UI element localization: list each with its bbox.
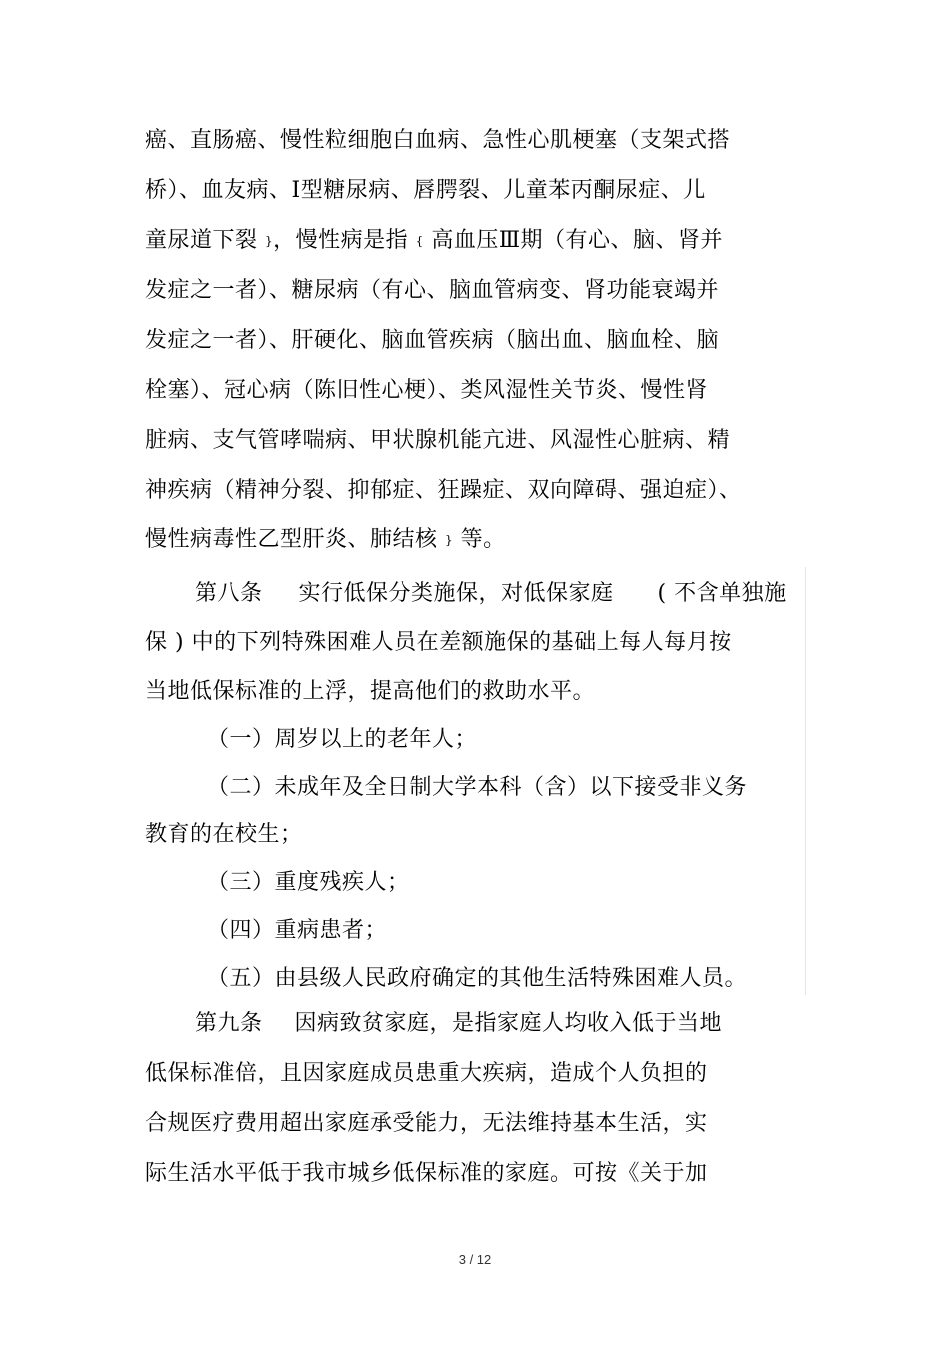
text-line: 发症之一者）、肝硬化、脑血管疾病（脑出血、脑血栓、脑 — [145, 328, 720, 353]
text-line: 当地低保标准的上浮，提高他们的救助水平。 — [145, 679, 596, 704]
list-item: （五）由县级人民政府确定的其他生活特殊困难人员。 — [207, 966, 748, 991]
text-line: 脏病、支气管哮喘病、甲状腺机能亢进、风湿性心脏病、精 — [145, 428, 731, 453]
text-segment: ( 不含单独施 — [657, 581, 787, 606]
text-line: 桥）、血友病、Ⅰ型糖尿病、唇腭裂、儿童苯丙酮尿症、儿 — [145, 178, 706, 203]
text-segment: 高血压Ⅲ期（有心、脑、肾并 — [431, 228, 724, 253]
closing-brace: } — [445, 533, 454, 547]
text-line: 保 ) 中的下列特殊困难人员在差额施保的基础上每人每月按 — [145, 630, 732, 655]
article-8-line-1 — [195, 579, 787, 609]
text-line: 发症之一者）、糖尿病（有心、脑血管病变、肾功能衰竭并 — [145, 278, 720, 303]
list-item: （二）未成年及全日制大学本科（含）以下接受非义务 — [207, 775, 748, 800]
text-line: 合规医疗费用超出家庭承受能力，无法维持基本生活，实 — [145, 1111, 708, 1136]
article-8-heading: 第八条 — [195, 581, 263, 606]
text-segment: ，慢性病是指 — [273, 228, 409, 253]
closing-brace: } — [265, 234, 274, 248]
text-segment: 等。 — [460, 527, 506, 552]
page-number: 3 / 12 — [458, 1252, 492, 1267]
text-line — [145, 525, 506, 555]
text-line: 低保标准倍，且因家庭成员患重大疾病，造成个人负担的 — [145, 1061, 708, 1086]
text-line: 际生活水平低于我市城乡低保标准的家庭。可按《关于加 — [145, 1161, 708, 1186]
list-item-continuation: 教育的在校生； — [145, 822, 303, 847]
text-segment: 慢性病毒性乙型肝炎、肺结核 — [145, 527, 438, 552]
list-item: （四）重病患者； — [207, 918, 388, 943]
text-segment: 实行低保分类施保，对低保家庭 — [298, 581, 614, 606]
text-line: 癌、直肠癌、慢性粒细胞白血病、急性心肌梗塞（支架式搭 — [145, 128, 731, 153]
text-line — [145, 226, 723, 256]
text-segment: 因病致贫家庭，是指家庭人均收入低于当地 — [294, 1011, 723, 1036]
text-line: 栓塞）、冠心病（陈旧性心梗）、类风湿性关节炎、慢性肾 — [145, 378, 709, 403]
list-item: （一）周岁以上的老年人； — [207, 727, 478, 752]
opening-brace: { — [415, 234, 424, 248]
text-segment: 童尿道下裂 — [145, 228, 258, 253]
article-9-heading: 第九条 — [195, 1011, 263, 1036]
text-line: 神疾病（精神分裂、抑郁症、狂躁症、双向障碍、强迫症）、 — [145, 478, 742, 503]
article-9-line-1 — [195, 1009, 722, 1039]
list-item: （三）重度残疾人； — [207, 870, 410, 895]
